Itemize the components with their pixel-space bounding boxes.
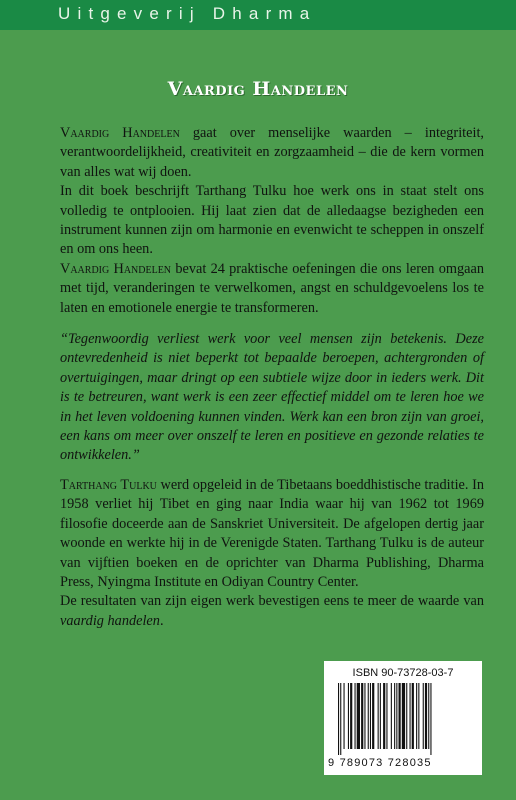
bio-text-2-end: . xyxy=(159,612,164,629)
barcode-bar xyxy=(406,683,407,749)
publisher-banner xyxy=(0,0,516,30)
barcode-bar xyxy=(416,683,417,749)
barcode-bar xyxy=(428,683,429,749)
barcode-bar xyxy=(394,683,395,749)
barcode-bar xyxy=(372,683,374,749)
intro-text-1: gaat over menselijke waarden – integriteit, verantwoordelijkheid, creativiteit en zorgzaamheid – die de kern vormen van alles wat wij doen. xyxy=(60,125,484,180)
barcode-bar xyxy=(361,683,363,749)
barcode-bar xyxy=(402,683,405,749)
barcode-bar xyxy=(350,683,352,749)
barcode-label xyxy=(324,661,482,775)
blurb-intro xyxy=(60,124,484,318)
intro-text-3: bevat 24 praktische oefeningen die ons leren omgaan met tijd, veranderingen te verwelkomen, angst en schuldgevoelens los te laten en emotionele energie te transformeren. xyxy=(60,260,484,316)
intro-paragraph-1 xyxy=(60,124,484,182)
barcode-bar xyxy=(430,683,431,755)
ean-digits: 9 789073 728035 xyxy=(328,757,432,769)
barcode-bar xyxy=(410,683,411,749)
barcode-bar xyxy=(396,683,397,749)
barcode-bar xyxy=(418,683,419,749)
barcode-bar xyxy=(399,683,401,749)
author-bio xyxy=(60,476,484,631)
barcode-bar xyxy=(386,683,387,749)
bio-paragraph-2 xyxy=(60,592,484,631)
intro-paragraph-2: In dit boek beschrijft Tarthang Tulku hoe werk ons in staat stelt ons volledig te ontplooien. Hij laat zien dat de alledaagse bezigheden een instrument kunnen zijn om harmonie en evenwicht te scheppen in onszelf en om ons heen. xyxy=(60,183,484,258)
barcode-bar xyxy=(425,683,427,749)
barcode-bar xyxy=(412,683,414,749)
quote-block xyxy=(60,330,484,466)
barcode-bar xyxy=(338,683,339,755)
quote-text: “Tegenwoordig verliest werk voor veel mensen zijn betekenis. Deze ontevredenheid is niet beperkt tot bepaalde beroepen, achtergronden of overtuigingen, maar dringt op een subtiele wijze door in ieders werk. Dit is te betreuren, want werk is een zeer effectief middel om te leren hoe we in het leven voldoening kunnen vinden. Werk kan een bron zijn van groei, een kans om meer over onszelf te leren en positieve en gezonde relaties te ontwikkelen.” xyxy=(60,331,484,464)
barcode-bar xyxy=(348,683,349,749)
barcode-bar xyxy=(344,683,345,749)
barcode-bars xyxy=(338,683,472,755)
barcode-bar xyxy=(340,683,341,755)
barcode-bar xyxy=(368,683,369,749)
intro-paragraph-3 xyxy=(60,260,484,318)
bio-text-2: De resultaten van zijn eigen werk bevestigen eens te meer de waarde van xyxy=(60,593,484,610)
barcode-bar xyxy=(391,683,392,749)
barcode-bar xyxy=(357,683,360,749)
barcode-bar xyxy=(423,683,424,749)
publisher-name: Uitgeverij Dharma xyxy=(58,4,317,23)
barcode-bar xyxy=(355,683,356,749)
barcode-bar xyxy=(370,683,371,749)
bio-paragraph-1 xyxy=(60,476,484,592)
inline-title: Vaardig Handelen xyxy=(60,125,180,141)
bio-text-1: werd opgeleid in de Tibetaans boeddhistische traditie. In 1958 verliet hij Tibet en ging naar India waar hij van 1962 tot 1969 filosofie doceerde aan de Sanskriet Universiteit. De afgelopen dertig jaar woonde en werkte hij in de Verenigde Staten. Tarthang Tulku is de auteur van vijftien boeken en de oprichter van Dharma Publishing, Dharma Press, Nyingma Institute en Odiyan Country Center. xyxy=(60,477,484,591)
book-title: Vaardig Handelen xyxy=(167,78,349,100)
barcode-bar xyxy=(378,683,379,749)
inline-title: Vaardig Handelen xyxy=(60,260,172,277)
barcode-bar xyxy=(380,683,381,749)
barcode-bar xyxy=(364,683,365,749)
barcode-bar xyxy=(383,683,385,749)
author-name: Tarthang Tulku xyxy=(60,477,157,493)
isbn-number: ISBN 90-73728-03-7 xyxy=(352,667,454,679)
bio-emphasis: vaardig handelen xyxy=(60,612,160,629)
